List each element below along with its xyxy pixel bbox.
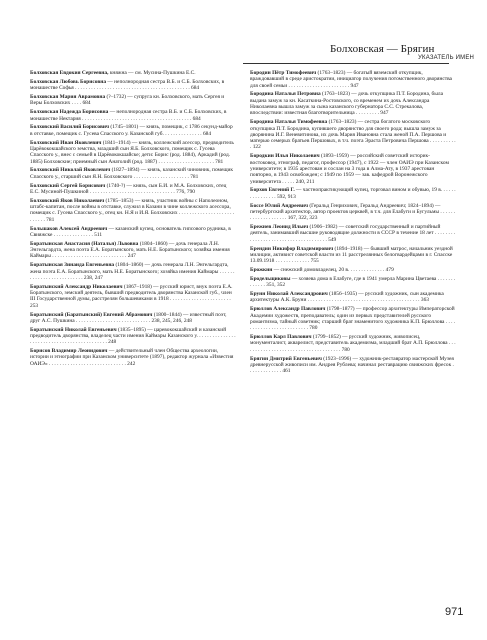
- entry-text: — неполнородная сестра В.Б. и С.Б. Болховских, в монашестве Нектария . . . . . . . . . . . . . . . . . . . . . . . . . . . . . . . . . . . . . . . . . 684: [30, 109, 227, 122]
- entry-name: Борхов Евгений Г.: [250, 187, 295, 194]
- entry-name: Большаков Алексей Андреевич: [30, 225, 108, 232]
- entry-text: (1763–1823) — сестра богатого московского откупщика П.Т. Бородина, купившего дворянство для своего рода; вышла замуж за дворянина И.Г. Веневитинова, их дочь Мария Ивановна стала женой П.А. Першова и матерью семерых братьев Першовых, в т.ч. поэта Эраста Петровича Першова . . . . . . . . . . . 122: [250, 119, 456, 151]
- entry-text: (1923–1996) — художник-реставратор мастерской Музея древнерусской живописи им. Андрея Рублева; начинал реставрацию свияжских фресок . . . . . . . . . . . . . 461: [250, 355, 454, 375]
- entry-name: Бородкин Илья Николаевич: [250, 153, 320, 160]
- entry-name: Боратынская Зинаида Евгеньевна: [30, 262, 115, 269]
- entry-name: Брежнев Леонид Ильич: [250, 224, 309, 231]
- entry-text: (1804–1860) — дочь генерала Л.Н. Энгельгардта, жена поэта Е.А. Боратынского, мать Н.Е. Боратынского; хозяйка имения Каймары . . . . . . . . . . . . . . . . . . . . . . . . . . . . 247: [30, 240, 230, 260]
- index-entry: [30, 348, 236, 367]
- entry-text: (1785–1853) — князь, участник войны с Наполеоном, штабс-капитан, после войны в отставке, служил в Казани в чине коллежского асессора, помещик с. Гусева Спасского у., отец кн. Н.Я и И.Я. Болховских . . . . . . . . . . . . . . . . . . . . . . . . . . . 781: [30, 197, 235, 223]
- entry-text: (1745–1801) — князь, помещик, с 1786 секунд-майор в отставке, помещик с. Гусева Спасского у. Казанской губ. . . . . . . . . . . . . . . 684: [30, 124, 233, 137]
- index-entry: [30, 312, 236, 325]
- index-entry: [30, 183, 236, 196]
- entry-text: (?–1732) — супруга кн. Болховского, мать Сергея и Веры Болховских . . . . 684: [30, 94, 225, 107]
- entry-text: (1763–1823) — дочь откупщика П.Т. Бородина, была выдана замуж за кн. Касаткина-Ростовского, со временем их дочь Александра Николаевна вышла замуж за сына казанского губернатора С.С. Стрекалова, впоследствии: известная благотворительница . . . . . . . . . 947: [250, 91, 443, 117]
- right-column: [250, 70, 456, 377]
- index-entry: [30, 167, 236, 180]
- entry-text: (1804–1860) — дочь генерала Л.Н. Энгельгардта, жена поэта Е.А. Боратынского, мать Н.Е. Боратынского; хозяйка имения Каймары . . . . . . . . . . . . . . . . . . . . . . . . . . 238, 247: [30, 262, 235, 281]
- entry-name: Брожкин: [250, 267, 273, 274]
- index-entry: [250, 70, 456, 89]
- index-entry: [250, 276, 456, 289]
- index-entry: [250, 291, 456, 304]
- entry-text: (1894–1918) — бывший матрос, начальник уездной милиции, активист советской власти из 11 расстрелянных белогвардейцами в г. Спасске 13.09.1918 . . . . . . . . . . . . . 755: [250, 245, 453, 265]
- entry-name: Брендин Никифор Владимирович: [250, 245, 334, 252]
- index-entry: [250, 119, 456, 150]
- entry-name: Бродельщиковы: [250, 275, 291, 282]
- entry-text: — неполнородная сестра В.Б. и С.Б. Болховских, в монашестве Софья . . . . . . . . . . . . . . . . . . . . . . . . . . . . . . . . . . . . . . . . . . . 684: [30, 78, 225, 92]
- entry-name: Боратынский (Баратынский) Евгений Абрамович: [30, 311, 153, 318]
- entry-name: Болховская Надежда Борисовна: [30, 109, 109, 116]
- index-entry: [250, 356, 456, 375]
- left-column: [30, 70, 236, 370]
- index-entry: [30, 109, 236, 122]
- entry-text: — казанский купец, основатель гипсового рудника, в Свияжске . . . . . . . . . . . . . . . 511: [30, 225, 231, 238]
- entry-name: Брунн Николай Александрович: [250, 291, 328, 298]
- entry-text: (1740-?) — князь, сын Б.И. и М.А. Болховских, отец Е.С. Мусиной-Пушкиной . . . . . . . . . . . . . . . . . . . . . . . . . . . . . . . . 776, 790: [30, 182, 227, 195]
- index-entry: [250, 187, 456, 200]
- entry-text: (1841–1914) — князь, коллежский асессор, предводитель Царёвококшайского земства, младший сын Я.Б. Болховского, помещик с. Гусева Спасского у., внес с семьей в Царёвококшайске; дети: Борис (род. 1884), Аркадий (род. 1885) Болховские; приемный сын Анатолий (род. 1887) . . . . . . . . . . . . . . . . . . . . . 781: [30, 139, 234, 165]
- entry-name: Болховский Иван Яковлевич: [30, 139, 102, 146]
- entry-name: Болховский Василий Борисович: [30, 124, 110, 131]
- entry-name: Бородина Наталья Петровна: [250, 91, 321, 98]
- running-subtitle: УКАЗАТЕЛЬ ИМЕН: [418, 55, 475, 61]
- entry-text: (1893–1959) — российский советский историк-востоковед, этнограф, педагог, профессор (1947), с 1922 — член ОАИЭ при Казанском университете; в 1935 арестован и сослан на 3 года в Алма-Ату, в 1937 арестован повторно, в 1943 освобожден; с 1949 по 1959 — зав. кафедрой Воронежского университета . . . . . 240, 211: [250, 153, 449, 185]
- index-entry: [30, 262, 236, 281]
- index-entry: [30, 140, 236, 165]
- index-entry: [30, 70, 236, 76]
- entry-name: Боссе Юлий Андреевич: [250, 202, 308, 209]
- entry-name: Брюллов Карл Павлович: [250, 334, 312, 341]
- entry-text: (Геральд Генрихович, Геральд Андреевич; 1824–1894) — петербургский архитектор, автор проектов церквей, в т.ч. для Елабуги и Бугульмы . . . . . . . . . . . . . . . . . . . . 167, 322, 323: [250, 202, 456, 222]
- header-rule: [243, 63, 449, 64]
- entry-text: — действительный член Общества археологии, истории и этнографии при Казанском университете (1897), редактор журнала «Известия ОАИЭ» . . . . . . . . . . . . . . . . . . . . . . . . . . . . . 242: [30, 348, 234, 367]
- entry-name: Болховский Яков Николаевич: [30, 197, 105, 204]
- entry-text: — хозяева дома в Елабуге, где в 1941 умерла Марина Цветаева . . . . . . . . . . . . . 351, 352: [250, 275, 456, 289]
- index-entry: [250, 153, 456, 184]
- entry-name: Боратынская Анастасия (Наталья) Львовна: [30, 240, 139, 247]
- index-entry: [250, 246, 456, 265]
- entry-text: (1867–1918) — русский юрист, внук поэта Е.А. Боратынского, земский деятель, бывший предводитель дворянства Казанской губ., член III Государственной думы, расстрелян большевиками в 1918 . . . . . . . . . . . . . . . . . . . . . . . 253: [30, 283, 233, 309]
- entry-text: (1856–1935) — русский художник, сын академика архитектуры А.К. Бруни . . . . . . . . . . . . . . . . . . . . . . . . . . . . . . . . . . . . . . . . . . 363: [250, 291, 444, 304]
- index-entry: [30, 284, 236, 309]
- index-entry: [30, 327, 236, 346]
- entry-text: (1800–1844) — известный поэт, друг А.С. Пушкина . . . . . . . . . . . . . . . . . . . . . . . . . . . . 238, 245, 246, 248: [30, 311, 227, 324]
- entry-text: княжна — см. Мусина-Пушкина Е.С.: [108, 70, 196, 76]
- entry-name: Брягин Дмитрий Евгеньевич: [250, 355, 322, 362]
- index-entry: [30, 124, 236, 137]
- entry-text: (1798–1877) — профессор архитектуры Императорской Академии художеств, преподаватель; один из первых представителей русского романтизма, тайный советник; старший брат знаменитого художника К.П. Брюллова . . . . . . . . . . . . . . . . . . . . . . . . . . 780: [250, 306, 456, 332]
- index-entry: [30, 226, 236, 239]
- entry-name: Боратынский Александр Николаевич: [30, 283, 123, 290]
- index-entry: [30, 198, 236, 223]
- index-entry: [30, 241, 236, 260]
- entry-name: Болховская Евдокия Сергеевна,: [30, 70, 109, 76]
- entry-text: — снежский домовладелец, 20 в. . . . . . . . . . . . . . 479: [272, 267, 394, 274]
- entry-text: (1906–1982) — советский государственный и партийный деятель, занимавший высшие руководящие должности в СССР в течение 18 лет . . . . . . . . . . . . . . . . . . . . . . . . . . . . . . . . . . . . . 549: [250, 224, 456, 243]
- index-entry: [250, 203, 456, 222]
- entry-name: Болховская Любовь Борисовна: [30, 78, 107, 85]
- entry-text: (1827–1894) — князь, казанский чиновник, помещик Спасского у., старший сын Я.Н. Болховского . . . . . . . . . . . . . . . . . . . . . 781: [30, 167, 233, 180]
- entry-name: Болховский Сергей Борисович: [30, 182, 106, 189]
- entry-text: (1799–1852) — русский художник, живописец, монументалист, акварелист, представитель академизма, младший брат А.П. Брюллова . . . . . . . . . . . . . . . . . . . . . . . . . . . . . . . . . . . . . 780: [250, 334, 456, 353]
- index-entry: [250, 306, 456, 331]
- index-entry: [250, 91, 456, 116]
- entry-name: Боратынский Николай Евгеньевич: [30, 326, 117, 333]
- entry-name: Борисов Владимир Леонидович: [30, 348, 108, 355]
- entry-name: Болховская Мария Аврамовна: [30, 94, 106, 101]
- page-number: 971: [445, 606, 464, 618]
- entry-text: (1763–1823) — богатый вяземский откупщик, враждовавший в среде аристократии, инициатор получения потомственного дворянства для своей семьи . . . . . . . . . . . . . . . . . . . . . . . 947: [250, 70, 452, 89]
- entry-name: Бородин Пётр Тимофеевич: [250, 70, 317, 76]
- entry-name: Болховский Николай Яковлевич: [30, 167, 111, 174]
- entry-name: Брюллов Александр Павлович: [250, 306, 326, 313]
- entry-name: Бородина Наталья Тимофеевна: [250, 119, 328, 126]
- running-title: Болховская — Брягин: [330, 43, 435, 55]
- index-entry: [250, 267, 456, 273]
- page-header: [0, 0, 487, 60]
- entry-text: — частнопрактикующий купец, торговал вином и обувью, 19 в. . . . . . . . . . . . . . . . 592, 913: [250, 187, 456, 200]
- index-entry: [30, 79, 236, 92]
- index-entry: [250, 334, 456, 353]
- index-entry: [30, 94, 236, 107]
- entry-text: (1835–1895) — царевококшайский и казанский предводитель дворянства, владелец части имения Каймары Казанского у. . . . . . . . . . . . . . . . . . . . . . . . . . . . . . . . . . . . . . . . . . . . 248: [30, 326, 236, 346]
- index-entry: [250, 224, 456, 243]
